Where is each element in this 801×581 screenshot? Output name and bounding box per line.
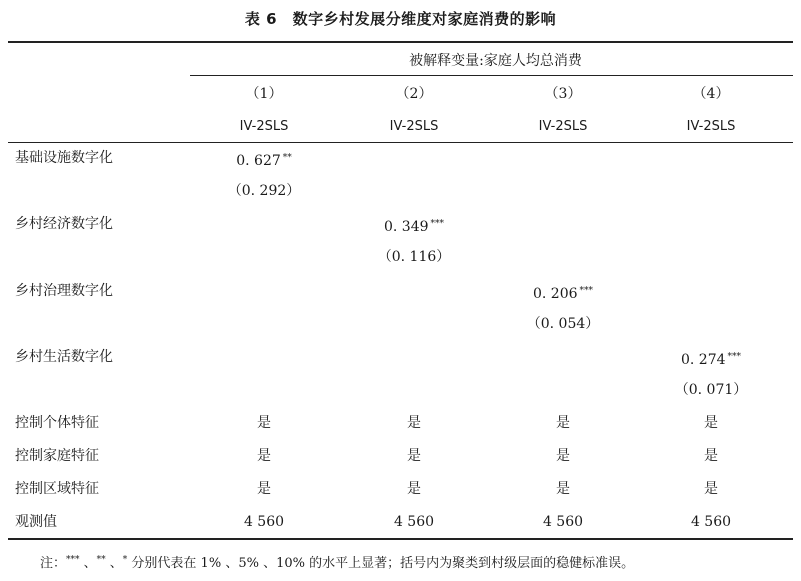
coef-row	[0, 212, 801, 236]
control-value: 是	[704, 415, 718, 431]
column-number-3: （3）	[544, 86, 582, 102]
coef-value: 0. 627 **	[236, 153, 292, 169]
control-value: 是	[704, 481, 718, 497]
table-title: 表 6 数字乡村发展分维度对家庭消费的影响	[244, 10, 557, 28]
observations-value: 4 560	[690, 514, 732, 530]
column-number-4: （4）	[692, 86, 730, 102]
coef-row	[0, 146, 801, 170]
top-rule	[8, 41, 793, 43]
column-number-1: （1）	[245, 86, 283, 102]
control-row	[0, 477, 801, 501]
coef-value: 0. 274 ***	[680, 352, 742, 368]
se-row	[0, 378, 801, 402]
control-value: 是	[407, 481, 421, 497]
control-value: 是	[556, 448, 570, 464]
row-label: 观测值	[15, 514, 57, 530]
se-row	[0, 179, 801, 203]
standard-error: （0. 071）	[674, 382, 748, 398]
control-value: 是	[704, 448, 718, 464]
standard-error: （0. 054）	[526, 316, 600, 332]
observations-value: 4 560	[542, 514, 584, 530]
control-value: 是	[556, 415, 570, 431]
table-note: 注：*** 、** 、* 分别代表在 1% 、5% 、10% 的水平上显著；括号内为聚类到村级层面的稳健标准误。	[40, 555, 635, 571]
bottom-rule	[8, 538, 793, 540]
se-row	[0, 245, 801, 269]
control-value: 是	[407, 448, 421, 464]
coef-value: 0. 349 ***	[383, 219, 445, 235]
row-label: 乡村经济数字化	[15, 216, 113, 232]
row-label: 乡村生活数字化	[15, 349, 113, 365]
observations-row	[0, 510, 801, 534]
control-value: 是	[407, 415, 421, 431]
coef-value: 0. 206 ***	[532, 286, 594, 302]
se-row	[0, 312, 801, 336]
observations-value: 4 560	[393, 514, 435, 530]
control-row	[0, 411, 801, 435]
coef-row	[0, 279, 801, 303]
header-span-rule	[190, 75, 793, 76]
dependent-variable-header: 被解释变量:家庭人均总消费	[409, 53, 582, 69]
method-row	[0, 115, 801, 139]
column-method-2: IV-2SLS	[389, 119, 439, 134]
coef-row	[0, 345, 801, 369]
observations-value: 4 560	[243, 514, 285, 530]
control-value: 是	[257, 448, 271, 464]
control-value: 是	[257, 415, 271, 431]
column-number-row	[0, 82, 801, 106]
standard-error: （0. 116）	[377, 249, 451, 265]
column-method-3: IV-2SLS	[538, 119, 588, 134]
column-method-4: IV-2SLS	[686, 119, 736, 134]
row-label: 乡村治理数字化	[15, 283, 113, 299]
column-number-2: （2）	[395, 86, 433, 102]
row-label: 基础设施数字化	[15, 150, 113, 166]
row-label: 控制区域特征	[15, 481, 99, 497]
control-row	[0, 444, 801, 468]
row-label: 控制家庭特征	[15, 448, 99, 464]
header-bottom-rule	[8, 142, 793, 143]
row-label: 控制个体特征	[15, 415, 99, 431]
control-value: 是	[257, 481, 271, 497]
standard-error: （0. 292）	[227, 183, 301, 199]
control-value: 是	[556, 481, 570, 497]
column-method-1: IV-2SLS	[239, 119, 289, 134]
